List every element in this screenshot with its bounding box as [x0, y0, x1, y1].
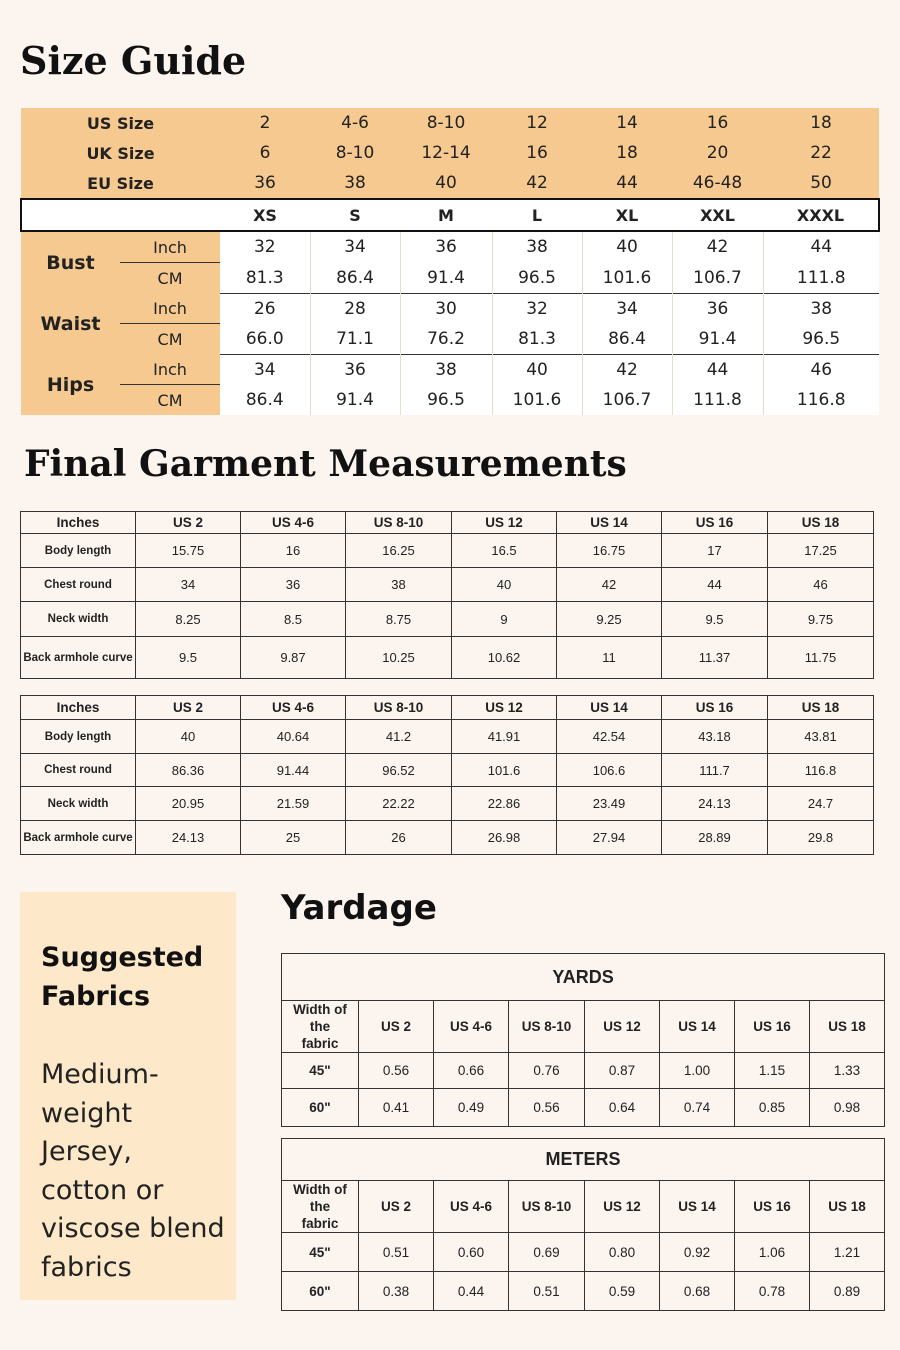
- value-cell: 0.78: [735, 1272, 810, 1311]
- row-label: Back armhole curve: [21, 821, 136, 855]
- value-cell: 0.56: [509, 1089, 585, 1127]
- value-cell: 0.92: [660, 1233, 735, 1272]
- meters-title-row: [282, 1139, 885, 1181]
- us-size-cell: 4-6: [341, 113, 369, 133]
- us-size-cell: 12: [526, 113, 548, 133]
- bust-cm-cell: 81.3: [220, 263, 310, 294]
- value-cell: 1.21: [810, 1233, 885, 1272]
- bust-cm-cell: 111.8: [763, 263, 879, 294]
- header-cell: US 8-10: [346, 696, 452, 720]
- value-cell: 116.8: [768, 754, 874, 787]
- us-size-cell: 18: [810, 113, 832, 133]
- size-header: US 16: [735, 1001, 810, 1053]
- hips-cm-cell: 96.5: [400, 385, 492, 416]
- width-label-line: fabric: [301, 1036, 339, 1051]
- row-label: 60": [282, 1272, 359, 1311]
- header-cell: US 14: [557, 696, 662, 720]
- value-cell: 0.44: [434, 1272, 509, 1311]
- cm-label: CM: [120, 324, 220, 355]
- size-header: US 12: [585, 1001, 660, 1053]
- value-cell: 40: [136, 720, 241, 754]
- bust-inch-cell: 36: [400, 231, 492, 263]
- value-cell: 1.06: [735, 1233, 810, 1272]
- bust-cm-cell: 86.4: [310, 263, 400, 294]
- value-cell: 9.5: [136, 637, 241, 679]
- value-cell: 24.7: [768, 787, 874, 821]
- value-cell: 43.81: [768, 720, 874, 754]
- value-cell: 10.25: [346, 637, 452, 679]
- row-label: Chest round: [21, 754, 136, 787]
- value-cell: 8.5: [241, 602, 346, 637]
- value-cell: 21.59: [241, 787, 346, 821]
- table-row: [21, 568, 874, 602]
- value-cell: 0.76: [509, 1053, 585, 1089]
- hips-inch-cell: 40: [492, 354, 582, 385]
- yardage-title: Yardage: [281, 888, 437, 928]
- meters-table: [281, 1138, 885, 1311]
- table-row: [21, 754, 874, 787]
- value-cell: 0.51: [359, 1233, 434, 1272]
- hips-cm-cell: 111.8: [672, 385, 763, 416]
- row-label: 45": [282, 1053, 359, 1089]
- value-cell: 0.68: [660, 1272, 735, 1311]
- bust-cm-cell: 96.5: [492, 263, 582, 294]
- row-label: Neck width: [21, 787, 136, 821]
- hips-cm-row: [21, 385, 879, 416]
- header-cell: Inches: [21, 512, 136, 534]
- row-label: Neck width: [21, 602, 136, 637]
- size-header: US 18: [810, 1001, 885, 1053]
- value-cell: 0.69: [509, 1233, 585, 1272]
- value-cell: 25: [241, 821, 346, 855]
- us-size-cell: 14: [616, 113, 638, 133]
- value-cell: 8.25: [136, 602, 241, 637]
- letter-size-cell: XXL: [672, 199, 763, 231]
- fabrics-desc-line: viscose blend: [41, 1213, 225, 1244]
- hips-inch-cell: 36: [310, 354, 400, 385]
- us-size-label: US Size: [86, 113, 155, 133]
- fabrics-title-line: Fabrics: [41, 981, 151, 1012]
- eu-size-cell: 44: [616, 173, 638, 193]
- bust-inch-cell: 44: [763, 231, 879, 263]
- waist-cm-cell: 76.2: [400, 324, 492, 355]
- value-cell: 16.75: [557, 534, 662, 568]
- size-header: US 4-6: [434, 1181, 509, 1233]
- value-cell: 40.64: [241, 720, 346, 754]
- waist-cm-cell: 71.1: [310, 324, 400, 355]
- inch-label: Inch: [120, 231, 220, 263]
- header-cell: US 4-6: [241, 696, 346, 720]
- table-row: [282, 1089, 885, 1127]
- value-cell: 9.87: [241, 637, 346, 679]
- value-cell: 9: [452, 602, 557, 637]
- width-label-line: Width of the: [293, 1182, 347, 1214]
- value-cell: 17.25: [768, 534, 874, 568]
- garment-cm-table: [20, 695, 874, 855]
- us-size-cell: 16: [706, 113, 729, 133]
- header-cell: Inches: [21, 696, 136, 720]
- size-header: US 14: [660, 1001, 735, 1053]
- bust-inch-cell: 40: [582, 231, 672, 263]
- value-cell: 17: [662, 534, 768, 568]
- garment-header-row: [21, 696, 874, 720]
- waist-cm-cell: 91.4: [672, 324, 763, 355]
- waist-cm-cell: 66.0: [220, 324, 310, 355]
- eu-size-cell: 46-48: [692, 173, 743, 193]
- hips-inch-cell: 46: [763, 354, 879, 385]
- value-cell: 22.22: [346, 787, 452, 821]
- size-header: US 2: [359, 1181, 434, 1233]
- value-cell: 9.5: [662, 602, 768, 637]
- header-cell: US 2: [136, 512, 241, 534]
- hips-cm-cell: 101.6: [492, 385, 582, 416]
- bust-inch-cell: 42: [672, 231, 763, 263]
- suggested-fabrics-panel: [20, 892, 236, 1300]
- bust-cm-cell: 106.7: [672, 263, 763, 294]
- row-label: 60": [282, 1089, 359, 1127]
- table-row: [21, 602, 874, 637]
- meters-title: METERS: [282, 1139, 885, 1181]
- eu-size-cell: 50: [810, 173, 832, 193]
- letter-size-cell: L: [492, 199, 582, 231]
- value-cell: 0.49: [434, 1089, 509, 1127]
- header-cell: US 4-6: [241, 512, 346, 534]
- eu-size-label: EU Size: [87, 173, 154, 193]
- yards-header-row: [282, 1001, 885, 1053]
- table-row: [21, 821, 874, 855]
- inch-label: Inch: [120, 354, 220, 385]
- value-cell: 26: [346, 821, 452, 855]
- value-cell: 8.75: [346, 602, 452, 637]
- size-header: US 4-6: [434, 1001, 509, 1053]
- table-row: [21, 720, 874, 754]
- us-size-cell: 2: [259, 113, 271, 133]
- final-garment-title: Final Garment Measurements: [24, 443, 627, 485]
- width-label: [282, 1181, 359, 1233]
- value-cell: 20.95: [136, 787, 241, 821]
- letter-size-row: [21, 199, 879, 231]
- value-cell: 0.59: [585, 1272, 660, 1311]
- value-cell: 43.18: [662, 720, 768, 754]
- value-cell: 42.54: [557, 720, 662, 754]
- value-cell: 0.80: [585, 1233, 660, 1272]
- value-cell: 22.86: [452, 787, 557, 821]
- size-guide-title: Size Guide: [20, 38, 247, 83]
- row-label: Body length: [21, 534, 136, 568]
- width-label-line: fabric: [301, 1216, 339, 1231]
- value-cell: 0.64: [585, 1089, 660, 1127]
- hips-label: Hips: [21, 354, 120, 415]
- header-cell: US 12: [452, 512, 557, 534]
- letter-size-cell: XXXL: [763, 199, 879, 231]
- uk-size-cell: 18: [616, 143, 638, 163]
- value-cell: 42: [557, 568, 662, 602]
- uk-size-row: [21, 138, 879, 168]
- value-cell: 44: [662, 568, 768, 602]
- value-cell: 9.75: [768, 602, 874, 637]
- value-cell: 0.98: [810, 1089, 885, 1127]
- eu-size-cell: 42: [526, 173, 548, 193]
- value-cell: 96.52: [346, 754, 452, 787]
- waist-cm-cell: 81.3: [492, 324, 582, 355]
- value-cell: 0.60: [434, 1233, 509, 1272]
- fabrics-desc-line: cotton or: [41, 1174, 164, 1206]
- hips-inch-row: [21, 354, 879, 385]
- value-cell: 23.49: [557, 787, 662, 821]
- value-cell: 27.94: [557, 821, 662, 855]
- value-cell: 0.89: [810, 1272, 885, 1311]
- fabrics-title: [41, 938, 231, 1016]
- size-header: US 8-10: [509, 1001, 585, 1053]
- size-header: US 12: [585, 1181, 660, 1233]
- value-cell: 11: [557, 637, 662, 679]
- value-cell: 11.75: [768, 637, 874, 679]
- waist-inch-cell: 34: [582, 293, 672, 324]
- bust-cm-cell: 101.6: [582, 263, 672, 294]
- cm-label: CM: [120, 385, 220, 416]
- value-cell: 16.5: [452, 534, 557, 568]
- row-label: Back armhole curve: [21, 637, 136, 679]
- value-cell: 16.25: [346, 534, 452, 568]
- letter-size-cell: S: [310, 199, 400, 231]
- value-cell: 41.91: [452, 720, 557, 754]
- header-cell: US 16: [662, 696, 768, 720]
- size-header: US 8-10: [509, 1181, 585, 1233]
- value-cell: 15.75: [136, 534, 241, 568]
- value-cell: 0.85: [735, 1089, 810, 1127]
- value-cell: 101.6: [452, 754, 557, 787]
- fabrics-desc-line: fabrics: [41, 1251, 132, 1283]
- value-cell: 9.25: [557, 602, 662, 637]
- value-cell: 29.8: [768, 821, 874, 855]
- meters-header-row: [282, 1181, 885, 1233]
- size-header: US 14: [660, 1181, 735, 1233]
- value-cell: 36: [241, 568, 346, 602]
- waist-cm-row: [21, 324, 879, 355]
- eu-size-cell: 38: [344, 173, 366, 193]
- size-header: US 16: [735, 1181, 810, 1233]
- uk-size-label: UK Size: [86, 143, 155, 163]
- value-cell: 0.38: [359, 1272, 434, 1311]
- hips-cm-cell: 106.7: [582, 385, 672, 416]
- bust-inch-row: [21, 231, 879, 263]
- header-cell: US 14: [557, 512, 662, 534]
- waist-inch-cell: 38: [763, 293, 879, 324]
- garment-inches-table: [20, 511, 874, 679]
- uk-size-cell: 12-14: [421, 143, 471, 163]
- bust-label: Bust: [21, 231, 120, 293]
- waist-inch-cell: 36: [672, 293, 763, 324]
- value-cell: 0.74: [660, 1089, 735, 1127]
- row-label: 45": [282, 1233, 359, 1272]
- header-cell: US 18: [768, 696, 874, 720]
- hips-cm-cell: 86.4: [220, 385, 310, 416]
- eu-size-cell: 36: [254, 173, 276, 193]
- uk-size-cell: 20: [706, 143, 729, 163]
- table-row: [21, 534, 874, 568]
- bust-cm-cell: 91.4: [400, 263, 492, 294]
- waist-inch-cell: 28: [310, 293, 400, 324]
- letter-size-cell: M: [400, 199, 492, 231]
- row-label: Body length: [21, 720, 136, 754]
- hips-inch-cell: 42: [582, 354, 672, 385]
- yards-title: YARDS: [282, 954, 885, 1001]
- letter-size-cell: XL: [582, 199, 672, 231]
- value-cell: 40: [452, 568, 557, 602]
- bust-inch-cell: 34: [310, 231, 400, 263]
- fabrics-description: [41, 1056, 231, 1287]
- letter-size-blank: [21, 199, 220, 231]
- header-cell: US 12: [452, 696, 557, 720]
- hips-inch-cell: 44: [672, 354, 763, 385]
- cm-label: CM: [120, 263, 220, 294]
- table-row: [282, 1272, 885, 1311]
- table-row: [21, 637, 874, 679]
- waist-cm-cell: 96.5: [763, 324, 879, 355]
- table-row: [282, 1233, 885, 1272]
- hips-inch-cell: 34: [220, 354, 310, 385]
- value-cell: 10.62: [452, 637, 557, 679]
- value-cell: 16: [241, 534, 346, 568]
- row-label: Chest round: [21, 568, 136, 602]
- value-cell: 1.15: [735, 1053, 810, 1089]
- bust-inch-cell: 38: [492, 231, 582, 263]
- fabrics-desc-line: weight Jersey,: [41, 1097, 133, 1167]
- width-label-line: Width of the: [293, 1002, 347, 1034]
- value-cell: 41.2: [346, 720, 452, 754]
- value-cell: 86.36: [136, 754, 241, 787]
- header-cell: US 18: [768, 512, 874, 534]
- value-cell: 46: [768, 568, 874, 602]
- value-cell: 0.87: [585, 1053, 660, 1089]
- size-header: US 2: [359, 1001, 434, 1053]
- width-label: [282, 1001, 359, 1053]
- value-cell: 26.98: [452, 821, 557, 855]
- bust-cm-row: [21, 263, 879, 294]
- value-cell: 0.56: [359, 1053, 434, 1089]
- waist-inch-row: [21, 293, 879, 324]
- uk-size-cell: 8-10: [335, 143, 375, 163]
- header-cell: US 8-10: [346, 512, 452, 534]
- waist-label: Waist: [21, 293, 120, 354]
- us-size-cell: 8-10: [426, 113, 466, 133]
- waist-inch-cell: 26: [220, 293, 310, 324]
- header-cell: US 2: [136, 696, 241, 720]
- fabrics-desc-line: Medium-: [41, 1059, 159, 1090]
- bust-inch-cell: 32: [220, 231, 310, 263]
- yards-title-row: [282, 954, 885, 1001]
- value-cell: 1.33: [810, 1053, 885, 1089]
- value-cell: 0.51: [509, 1272, 585, 1311]
- value-cell: 11.37: [662, 637, 768, 679]
- letter-size-cell: XS: [220, 199, 310, 231]
- value-cell: 24.13: [662, 787, 768, 821]
- header-cell: US 16: [662, 512, 768, 534]
- value-cell: 28.89: [662, 821, 768, 855]
- fabrics-title-line: Suggested: [41, 942, 204, 973]
- uk-size-cell: 16: [526, 143, 548, 163]
- size-header: US 18: [810, 1181, 885, 1233]
- size-guide-table: [20, 108, 880, 415]
- value-cell: 38: [346, 568, 452, 602]
- value-cell: 111.7: [662, 754, 768, 787]
- value-cell: 0.41: [359, 1089, 434, 1127]
- uk-size-cell: 22: [810, 143, 832, 163]
- hips-inch-cell: 38: [400, 354, 492, 385]
- value-cell: 91.44: [241, 754, 346, 787]
- inch-label: Inch: [120, 293, 220, 324]
- value-cell: 1.00: [660, 1053, 735, 1089]
- value-cell: 0.66: [434, 1053, 509, 1089]
- table-row: [21, 787, 874, 821]
- waist-cm-cell: 86.4: [582, 324, 672, 355]
- table-row: [282, 1053, 885, 1089]
- eu-size-row: [21, 168, 879, 199]
- uk-size-cell: 6: [259, 143, 271, 163]
- hips-cm-cell: 116.8: [763, 385, 879, 416]
- eu-size-cell: 40: [435, 173, 457, 193]
- value-cell: 24.13: [136, 821, 241, 855]
- hips-cm-cell: 91.4: [310, 385, 400, 416]
- waist-inch-cell: 32: [492, 293, 582, 324]
- garment-header-row: [21, 512, 874, 534]
- value-cell: 106.6: [557, 754, 662, 787]
- value-cell: 34: [136, 568, 241, 602]
- yards-table: [281, 953, 885, 1127]
- waist-inch-cell: 30: [400, 293, 492, 324]
- us-size-row: [21, 108, 879, 138]
